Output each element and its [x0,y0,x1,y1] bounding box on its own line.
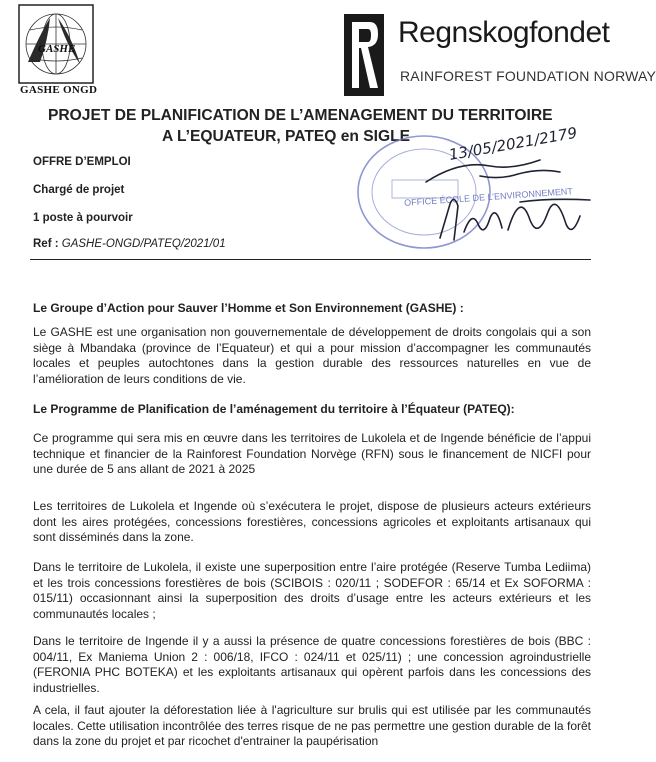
section-heading-pateq: Le Programme de Planification de l’aménagement du territoire à l’Équateur (PATEQ): [33,402,515,416]
gashe-caption: GASHE ONGD [20,84,98,96]
section-heading-gashe: Le Groupe d’Action pour Sauver l’Homme et Son Environnement (GASHE) : [33,301,464,315]
offer-reference [33,238,226,250]
handwritten-date: 13/05/2021/2179 [447,123,579,164]
paragraph-ingende: Dans le territoire de Ingende il y a aussi la présence de quatre concessions forestières de bois (BBC : 004/11, Ex Maniema Union 2 : 006/18, IFCO : 024/11 et 025/11) ; une concession agroindustrielle (FERONIA PHC BOTEKA) et les exploitants artisanaux qui opèrent parfois dans les concessions des industrielles. [33,634,591,695]
offer-type: OFFRE D’EMPLOI [33,156,131,168]
header-divider [30,259,591,260]
paragraph-gashe: Le GASHE est une organisation non gouvernementale de développement de droits congolais qui a son siège à Mbandaka (province de l’Equateur) et qui a pour mission d’accompagner les communautés locales et peuples autochtones dans la gestion durable des ressources naturelles en vue de l’amélioration de leurs conditions de vie. [33,325,591,386]
gashe-logo [18,4,94,96]
page-title-line-2: A L’EQUATEUR, PATEQ en SIGLE [162,128,411,145]
offer-count: 1 poste à pourvoir [33,212,133,224]
paragraph-deforestation: A cela, il faut ajouter la déforestation liée à l'agriculture sur brulis qui est utilisée par les communautés locales. Cette utilisation incontrôlée des terres risque de ne pas permettre une gestion durable de la forêt dans la zone du projet et par ricochet d'entrainer la paupérisation [33,703,591,748]
gashe-logo-word: GASHE [38,43,76,55]
offer-ref-label: Ref : [33,238,59,250]
offer-ref-value: GASHE-ONGD/PATEQ/2021/01 [61,238,226,250]
stamp-text: OFFICE ÉCOLE DE L’ENVIRONNEMENT [403,186,574,208]
rfn-logo-mark [344,14,384,96]
page-title-line-1: PROJET DE PLANIFICATION DE L’AMENAGEMENT DU TERRITOIRE [48,107,553,124]
paragraph-territories: Les territoires de Lukolela et Ingende où s’exécutera le projet, dispose de plusieurs acteurs extérieurs dont les aires protégées, concessions forestières, concessions agricoles et exploitants artisanaux qui sont disséminés dans la zone. [33,499,591,544]
rfn-name: Regnskogfondet [398,16,610,49]
offer-position: Chargé de projet [33,184,125,196]
paragraph-lukolela: Dans le territoire de Lukolela, il existe une superposition entre l’aire protégée (Reserve Tumba Lediima) et les trois concessions forestières de bois (SCIBOIS : 020/11 ; SODEFOR : 65/14 et Ex SOFORMA : 015/11) occasionnant ainsi la superposition des droits d’usage entre les acteurs extérieurs et les communautés locales ; [33,560,591,621]
rfn-subtitle: RAINFOREST FOUNDATION NORWAY [400,68,656,84]
paragraph-pateq-intro: Ce programme qui sera mis en œuvre dans les territoires de Lukolela et de Ingende bénéficie de l’appui technique et financier de la Rainforest Foundation Norvège (RFN) sous le financement de NICFI pour une durée de 5 ans allant de 2021 à 2025 [33,431,591,476]
